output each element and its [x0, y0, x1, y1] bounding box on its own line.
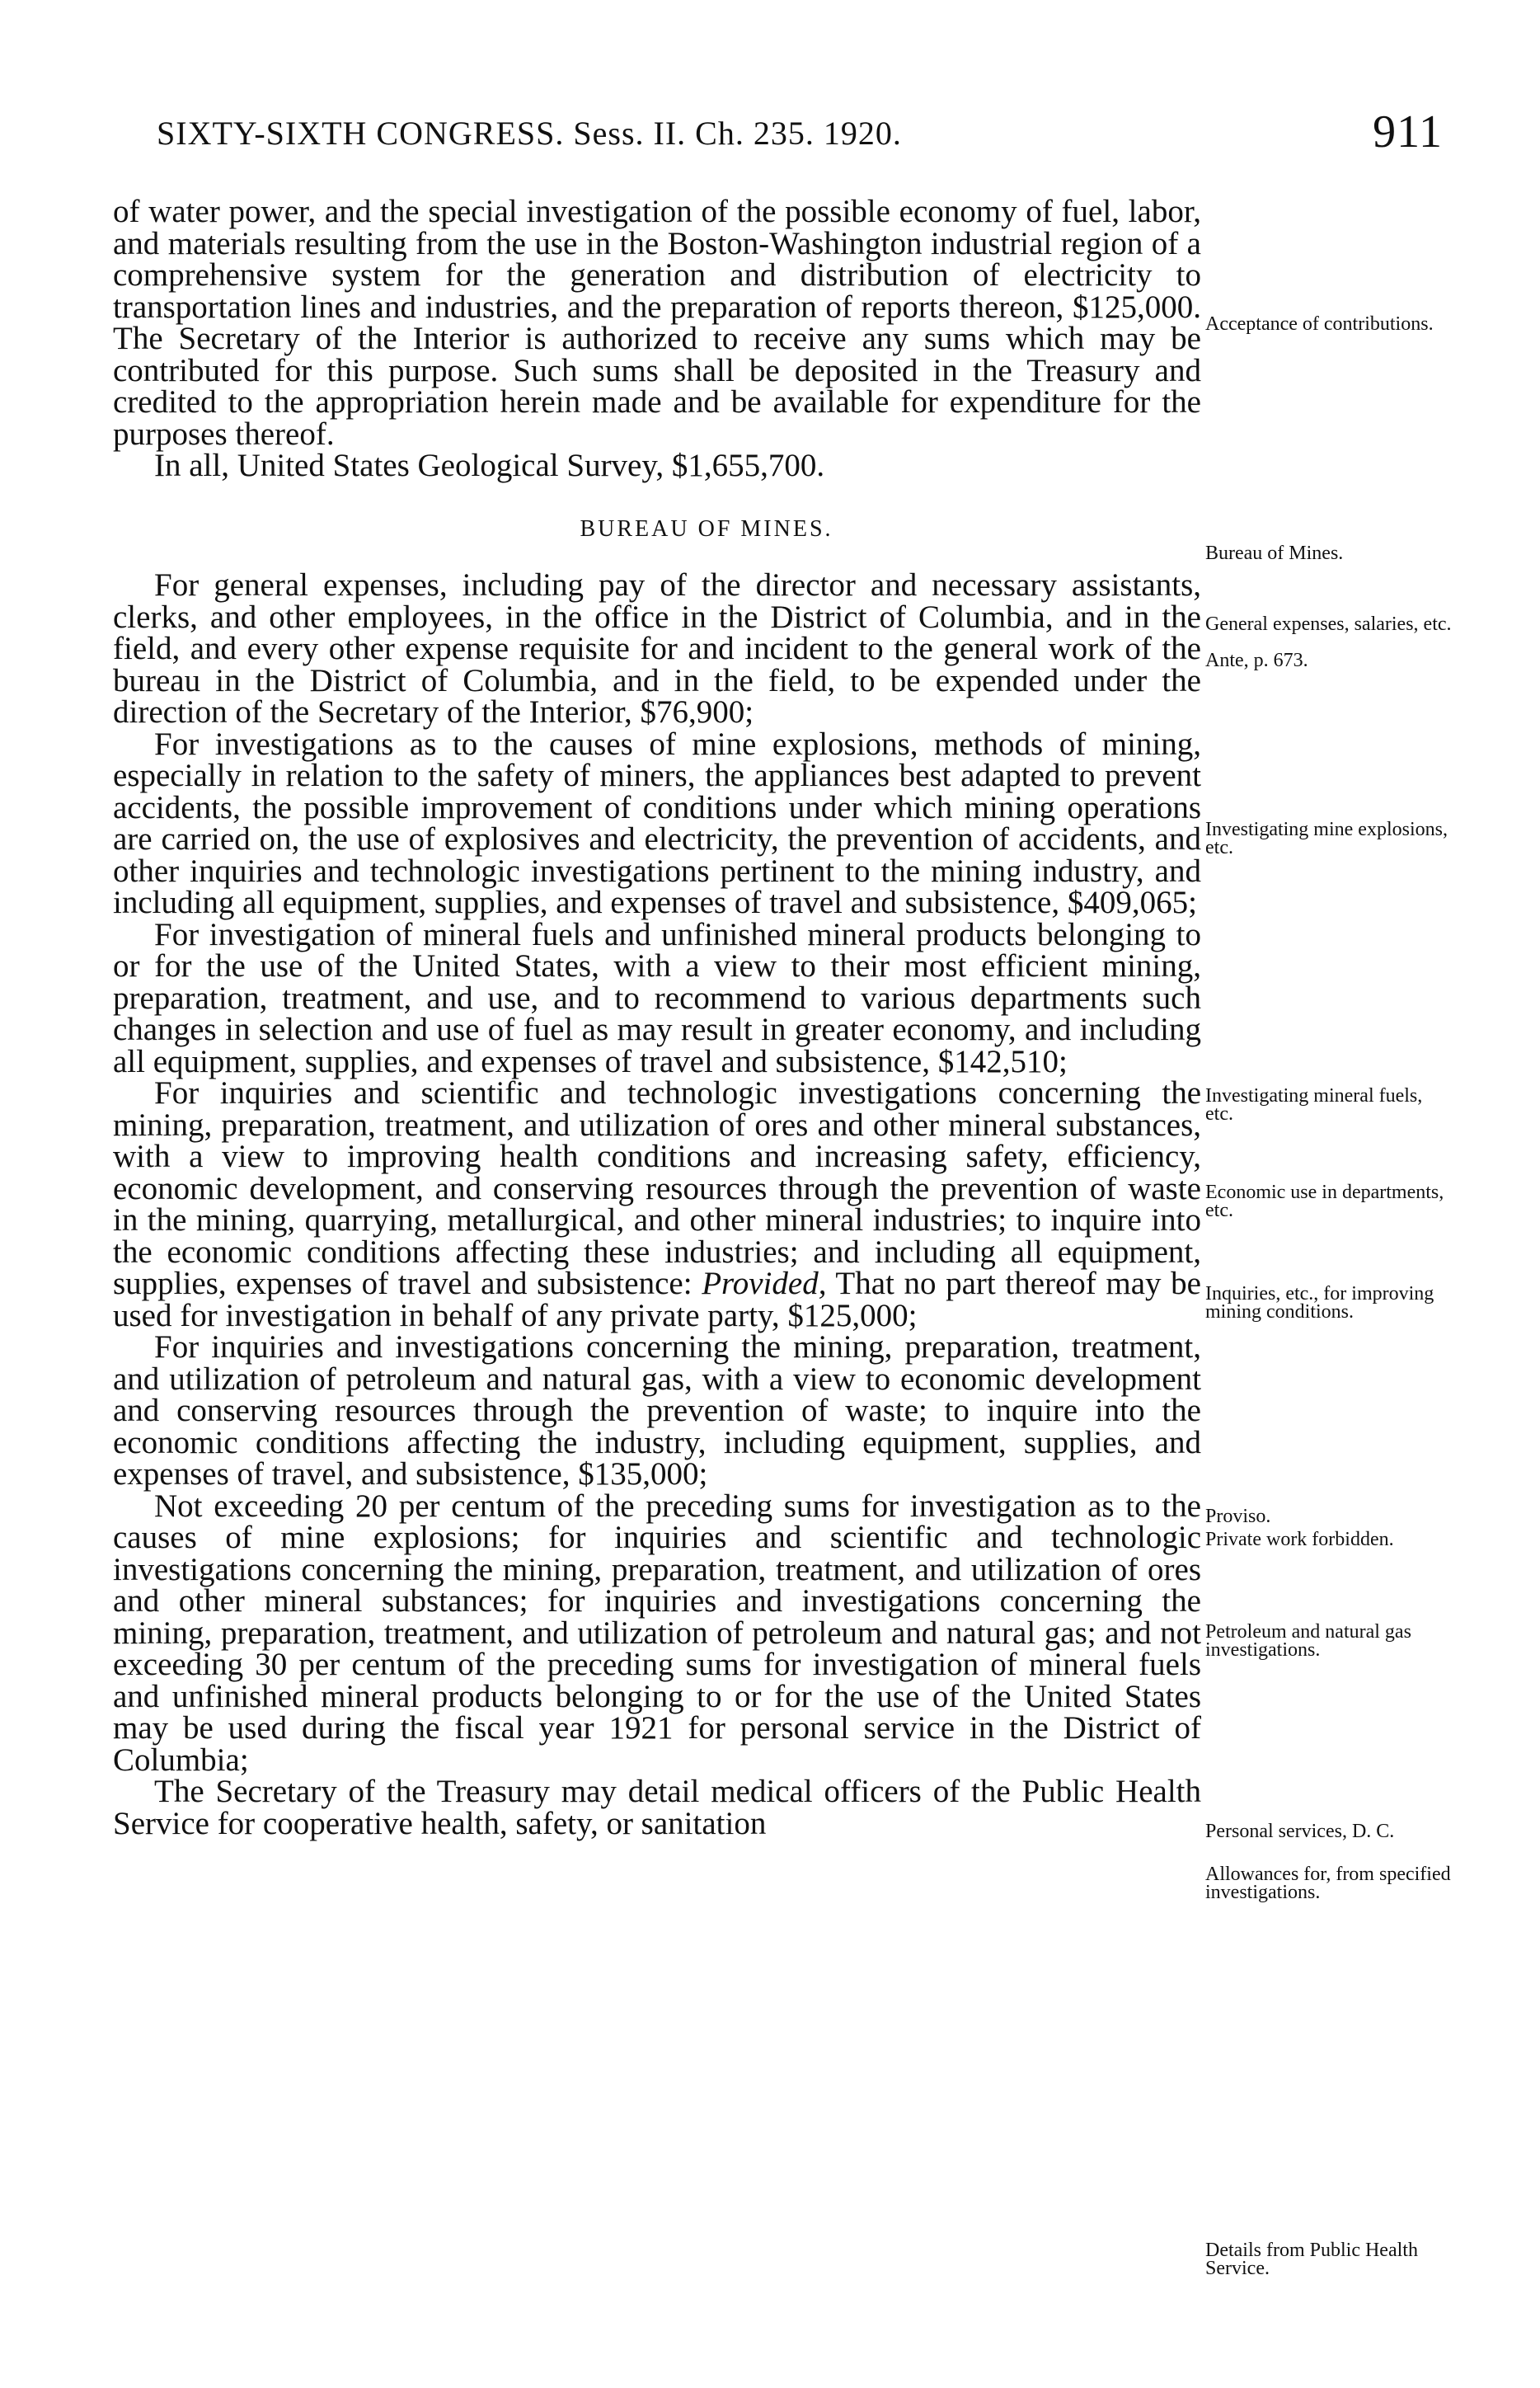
section-heading: BUREAU OF MINES. [580, 515, 833, 542]
margin-note-details: Details from Public Health Service. [1205, 2240, 1418, 2279]
proviso-word: Provided, [702, 1266, 827, 1301]
margin-note-ante: Ante, p. 673. [1205, 650, 1308, 671]
margin-note-economic-use: Economic use in departments, etc. [1205, 1182, 1444, 1221]
main-text [113, 196, 1201, 1840]
margin-note-proviso: Proviso. [1205, 1506, 1271, 1527]
paragraph: For general expenses, including pay of the director and necessary assistants, clerks, and other employees, in the office in the District of Columbia, and in the field, and every other expense requisite for and incident to the general work of the bureau in the District of Columbia, and in the field, to be expended under the direction of the Secretary of the Interior, $76,900; [113, 567, 1201, 730]
paragraph: For investigations as to the causes of mine explosions, methods of mining, especially in relation to the safety of miners, the appliances best adapted to prevent accidents, the possible improvement of conditions under which mining operations are carried on, the use of explosives and electricity, the prevention of accidents, and other inquiries and technologic investigations pertinent to the mining industry, and including all equipment, supplies, and expenses of travel and subsistence, $409,065; [113, 726, 1201, 920]
paragraph: For investigation of mineral fuels and unfinished mineral products belonging to or for the use of the United States, with a view to their most efficient mining, preparation, treatment, and use, and to recommend to various departments such changes in selection and use of fuel as may result in greater economy, and including all equipment, supplies, and expenses of travel and subsistence, $142,510; [113, 916, 1201, 1079]
paragraph-text: That no part thereof may be used for investigation in behalf of any private party, $125,000; [113, 1266, 1201, 1333]
paragraph: Not exceeding 20 per centum of the preceding sums for investigation as to the causes of mine explosions; for inquiries and scientific and technologic investigations concerning the mining, preparation, treatment, and utilization of ores and other mineral substances; for inquiries and investigations concerning the mining, preparation, treatment, and utilization of petroleum and natural gas; and not exceeding 30 per centum of the preceding sums for investigation of mineral fuels and unfinished mineral products belonging to or for the use of the United States may be used during the fiscal year 1921 for personal service in the District of Columbia; [113, 1488, 1201, 1778]
paragraph-text: For inquiries and scientific and technologic investigations concerning the mining, preparation, treatment, and utilization of ores and other mineral substances, with a view to improving health conditions and increasing safety, efficiency, economic development, and conserving resources through the prevention of waste in the mining, quarrying, metallurgical, and other mineral industries; to inquire into the economic conditions affecting these industries; and including all equipment, supplies, expenses of travel and subsistence: [113, 1075, 1201, 1301]
margin-note-allowances: Allowances for, from specified investigations. [1205, 1864, 1451, 1903]
paragraph: The Secretary of the Treasury may detail medical officers of the Public Health Service for cooperative health, safety, or sanitation [113, 1774, 1201, 1841]
running-header [157, 106, 1443, 163]
margin-note-investigating-mineral: Investigating mineral fuels, etc. [1205, 1085, 1423, 1125]
paragraph: For inquiries and investigations concerning the mining, preparation, treatment, and utilization of petroleum and natural gas, with a view to economic development and conserving resources through the prevention of waste; to inquire into the economic conditions affecting the industry, including equipment, supplies, and expenses of travel, and subsistence, $135,000; [113, 1329, 1201, 1492]
margin-note-personal-services: Personal services, D. C. [1205, 1821, 1395, 1842]
margin-note-petroleum: Petroleum and natural gas investigations. [1205, 1621, 1411, 1661]
margin-note-investigating-mine: Investigating mine explosions, etc. [1205, 819, 1448, 858]
paragraph: In all, United States Geological Survey, $1,655,700. [154, 448, 825, 483]
running-head: SIXTY-SIXTH CONGRESS. Sess. II. Ch. 235. 1920. [157, 115, 902, 152]
page-number: 911 [1373, 106, 1443, 157]
margin-note-general-expenses: General expenses, salaries, etc. [1205, 613, 1452, 635]
margin-note-bureau: Bureau of Mines. [1205, 543, 1344, 564]
margin-note-acceptance: Acceptance of contributions. [1205, 313, 1434, 335]
paragraph [113, 1075, 1201, 1333]
paragraph: of water power, and the special investigation of the possible economy of fuel, labor, and materials resulting from the use in the Boston-Washington industrial region of a comprehensive system for the generation and distribution of electricity to transportation lines and industries, and the preparation of reports thereon, $125,000. The Secretary of the Interior is authorized to receive any sums which may be contributed for this purpose. Such sums shall be deposited in the Treasury and credited to the appropriation herein made and be available for expenditure for the purposes thereof. [113, 194, 1201, 452]
margin-note-private-work: Private work forbidden. [1205, 1529, 1394, 1550]
margin-note-inquiries: Inquiries, etc., for improving mining conditions. [1205, 1283, 1434, 1323]
